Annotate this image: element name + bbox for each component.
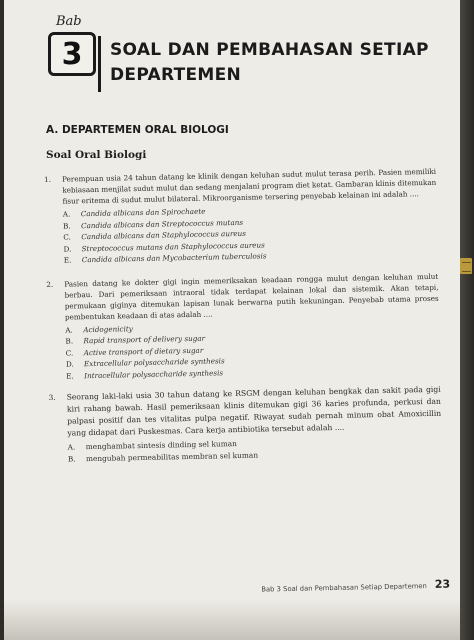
option-text: menghambat sintesis dinding sel kuman [85, 439, 237, 452]
option-text: Candida albicans dan Spirochaete [80, 206, 206, 219]
option-list [65, 316, 440, 381]
option-text: Acidogenicity [83, 323, 133, 334]
chapter-title: SOAL DAN PEMBAHASAN SETIAP DEPARTEMEN [110, 40, 429, 85]
option-letter: B. [62, 220, 71, 231]
option-letter: A. [67, 442, 76, 452]
section-heading: A. DEPARTEMEN ORAL BIOLOGI [46, 124, 229, 136]
option-letter: D. [65, 359, 74, 369]
option-letter: E. [63, 255, 72, 265]
question-text: Perempuan usia 24 tahun datang ke klinik dengan keluhan sudut mulut terasa perih. Pasien memiliki kebiasaan menjilat sudut mulut dan sedang menjalani program diet ketat. Gambaran klinis ditemukan fisur eritema di sudut mulut bilateral. Mikroorganisme tersering penyebab kelainan ini adalah .... [62, 166, 437, 206]
question-number: 1. [44, 174, 52, 184]
question-text: Seorang laki-laki usia 30 tahun datang ke RSGM dengan keluhan bengkak dan sakit pada gigi kiri rahang bawah. Hasil pemeriksaan klinis ditemukan gigi 36 karies profunda, perkusi dan palpasi positif dan tes vitalitas pulpa negatif. Riwayat sudah pernah minum obat Amoxicillin yang didapat dari Puskesmas. Cara kerja antibiotika tersebut adalah .... [66, 384, 442, 438]
bookmark-tab-marks [462, 262, 471, 272]
option-text: mengubah permeabilitas membran sel kuman [85, 450, 259, 463]
page-number: 23 [434, 577, 451, 591]
option-text: Candida albicans dan Mycobacterium tuberculosis [81, 251, 267, 265]
option-text: Candida albicans dan Streptococcus mutans [80, 217, 244, 230]
option-text: Rapid transport of delivery sugar [83, 333, 206, 346]
option-text: Active transport of dietary sugar [83, 345, 204, 357]
option-letter: A. [62, 209, 71, 219]
question-number: 3. [48, 392, 56, 402]
option-letter: B. [65, 336, 74, 346]
option-text: Intracellular polysaccharide synthesis [84, 367, 224, 380]
footer-chapter-text: Bab 3 Soal dan Pembahasan Setiap Departemen [261, 582, 427, 594]
chapter-bab-label: Bab [56, 14, 82, 29]
option-text: Candida albicans dan Staphylococcus aureus [81, 228, 247, 242]
option-text: Extracellular polysaccharide synthesis [83, 356, 225, 369]
option-letter: B. [67, 453, 76, 464]
question-2 [46, 270, 440, 382]
page-footer [240, 578, 450, 595]
section-subheading: Soal Oral Biologi [46, 149, 147, 161]
book-page [4, 0, 460, 640]
question-1 [44, 166, 438, 267]
option-letter: A. [65, 324, 73, 335]
question-number: 2. [46, 279, 54, 289]
option-letter: D. [63, 243, 72, 254]
questions-list [44, 166, 442, 471]
option-letter: E. [66, 370, 74, 381]
adjacent-page-edge [460, 0, 474, 640]
option-letter: C. [63, 232, 71, 242]
option-list [63, 201, 438, 266]
chapter-divider [98, 36, 101, 92]
option-text: Streptococcus mutans dan Staphylococcus aureus [81, 239, 265, 253]
question-3 [49, 384, 442, 465]
chapter-number-box: 3 [48, 32, 96, 76]
question-text: Pasien datang ke dokter gigi ingin memeriksakan keadaan rongga mulut dengan keluhan mulut berbau. Dari pemeriksaan intraoral tidak terdapat kelainan lokal dan sistemik. Akan tetapi, permukaan giginya ditemukan lapisan lunak berwarna putih kekuningan. Penyebab utama proses pembentukan keadaan di atas adalah .... [64, 271, 439, 322]
option-letter: C. [65, 347, 74, 358]
